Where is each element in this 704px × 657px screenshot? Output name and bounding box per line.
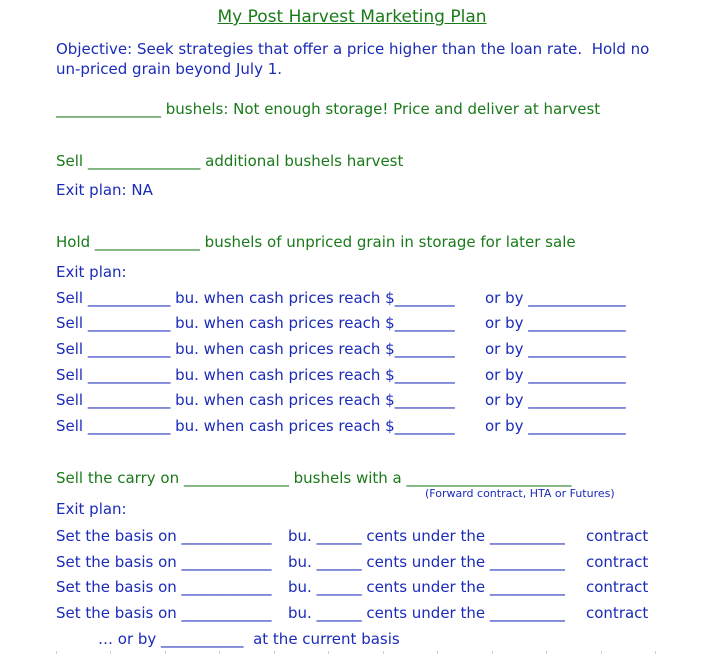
sell-row-1: Sell ___________ bu. when cash prices reach $________ <box>56 289 455 307</box>
page-title: My Post Harvest Marketing Plan <box>217 7 487 27</box>
bottom-tick-marks <box>56 651 656 655</box>
sell-row-5: Sell ___________ bu. when cash prices reach $________ <box>56 391 455 409</box>
carry-note: (Forward contract, HTA or Futures) <box>425 487 615 500</box>
or-by-current-basis: … or by ___________ at the current basis <box>98 630 400 648</box>
exit-plan-label: Exit plan: <box>56 263 127 281</box>
sell-row-2-or-by: or by _____________ <box>485 314 626 332</box>
sell-carry-line: Sell the carry on ______________ bushels with a ______________________ <box>56 469 572 487</box>
exit-plan-label-2: Exit plan: <box>56 500 127 518</box>
sell-row-2: Sell ___________ bu. when cash prices reach $________ <box>56 314 455 332</box>
objective-line-2: un-priced grain beyond July 1. <box>56 60 283 78</box>
sell-row-3-or-by: or by _____________ <box>485 340 626 358</box>
basis-row-3-a: Set the basis on ____________ <box>56 578 272 596</box>
basis-row-4-b: bu. ______ cents under the __________ <box>288 604 565 622</box>
sell-row-5-or-by: or by _____________ <box>485 391 626 409</box>
basis-row-2-b: bu. ______ cents under the __________ <box>288 553 565 571</box>
sell-row-4-or-by: or by _____________ <box>485 366 626 384</box>
basis-row-1-b: bu. ______ cents under the __________ <box>288 527 565 545</box>
basis-row-1-contract: contract <box>586 527 649 545</box>
sell-additional-line: Sell _______________ additional bushels harvest <box>56 152 404 170</box>
basis-row-1-a: Set the basis on ____________ <box>56 527 272 545</box>
no-storage-line: ______________ bushels: Not enough storage! Price and deliver at harvest <box>56 100 601 118</box>
sell-row-4: Sell ___________ bu. when cash prices reach $________ <box>56 366 455 384</box>
sell-row-6-or-by: or by _____________ <box>485 417 626 435</box>
sell-row-3: Sell ___________ bu. when cash prices reach $________ <box>56 340 455 358</box>
basis-row-4-contract: contract <box>586 604 649 622</box>
basis-row-3-contract: contract <box>586 578 649 596</box>
sell-row-1-or-by: or by _____________ <box>485 289 626 307</box>
exit-plan-na: Exit plan: NA <box>56 181 153 199</box>
basis-row-3-b: bu. ______ cents under the __________ <box>288 578 565 596</box>
basis-row-2-contract: contract <box>586 553 649 571</box>
basis-row-2-a: Set the basis on ____________ <box>56 553 272 571</box>
objective-line-1: Objective: Seek strategies that offer a price higher than the loan rate. Hold no <box>56 40 650 58</box>
hold-line: Hold ______________ bushels of unpriced grain in storage for later sale <box>56 233 576 251</box>
basis-row-4-a: Set the basis on ____________ <box>56 604 272 622</box>
sell-row-6: Sell ___________ bu. when cash prices reach $________ <box>56 417 455 435</box>
